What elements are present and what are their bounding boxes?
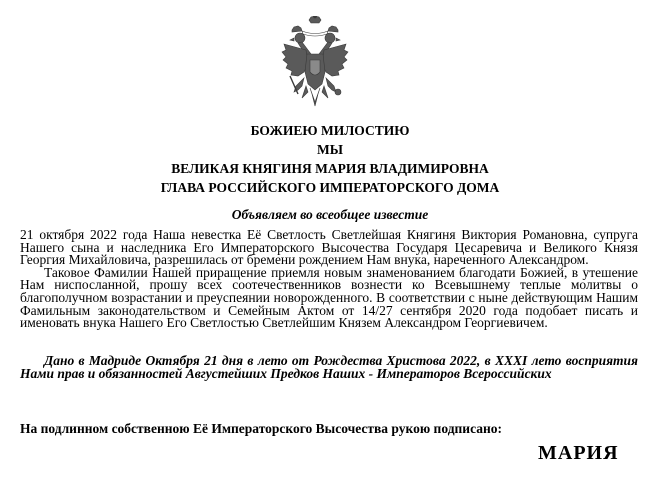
heading-line-grace: БОЖИЕЮ МИЛОСТИЮ: [250, 123, 410, 138]
heading-line-name: ВЕЛИКАЯ КНЯГИНЯ МАРИЯ ВЛАДИМИРОВНА: [171, 161, 489, 176]
heading-line-title: ГЛАВА РОССИЙСКОГО ИМПЕРАТОРСКОГО ДОМА: [160, 180, 500, 195]
paragraph-birth: 21 октября 2022 года Наша невестка Её Светлость Светлейшая Княгиня Виктория Романовна, супруга Нашего сына и наследника Его Императорского Высочества Государя Цесаревича и Великого Князя Георгия Михайловича, разрешилась от бремени рождением Нам внука, нареченного Александром.: [20, 227, 638, 268]
announcement-line: Объявляем во всеобщее известие: [231, 207, 429, 222]
given-at-madrid: Дано в Мадриде Октября 21 дня в лето от Рождества Христова 2022, в XXXI лето восприятия Нами прав и обязанностей Августейших Предков Наших - Императоров Всероссийских: [20, 353, 638, 381]
double-headed-eagle-icon: [280, 16, 350, 112]
signature: МАРИЯ: [538, 442, 619, 464]
paragraph-prayer: Таковое Фамилии Нашей приращение приемля новым знаменованием благодати Божией, в утешение Нам ниспосланной, прошу всех соотечественников вознести ко Всевышнему теплые молитвы о благополучном возрастании и преуспеянии новорожденного. В соответствии с ныне действующим Нашим Фамильным законодательством и Семейным Актом от 14/27 сентября 2020 года подобает писать и именовать внука Нашего Его Светлостью Светлейшим Князем Александром Георгиевичем.: [20, 264, 638, 331]
decree-body: [20, 229, 638, 330]
signed-note: На подлинном собственною Её Императорского Высочества рукою подписано:: [20, 421, 503, 436]
heading-line-we: МЫ: [317, 142, 343, 157]
decree-heading: [0, 121, 660, 197]
